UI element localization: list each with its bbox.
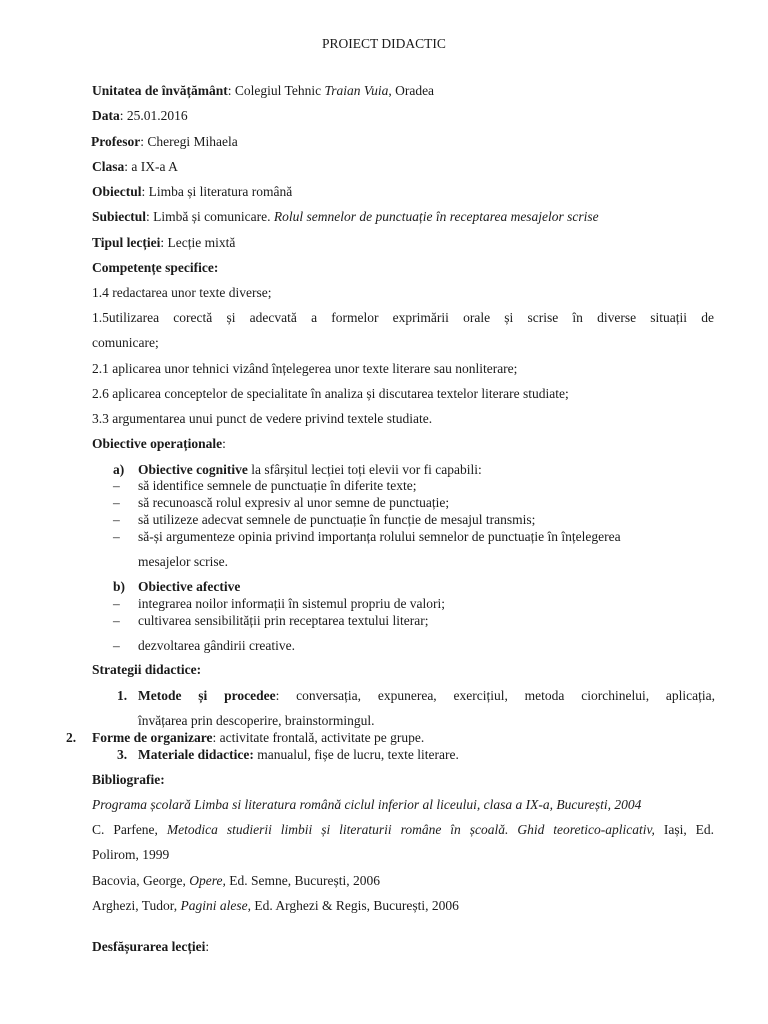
page-title: PROIECT DIDACTIC xyxy=(322,36,446,51)
organization-text: : activitate frontală, activitate pe grupe. xyxy=(212,730,425,745)
bibliography-entry-continuation: Polirom, 1999 xyxy=(92,847,170,862)
methods-label: Metode și procedee xyxy=(138,688,276,703)
school-line: Unitatea de învățământ: Colegiul Tehnic Traian Vuia, Oradea xyxy=(92,83,435,98)
materials-text: manualul, fișe de lucru, texte literare. xyxy=(253,747,459,762)
school-name-italic: Traian Vuia xyxy=(324,83,389,98)
affective-item: dezvoltarea gândirii creative. xyxy=(138,638,296,653)
cognitive-marker: a) xyxy=(113,462,125,477)
date-line: Data: 25.01.2016 xyxy=(92,108,188,123)
dash-marker: – xyxy=(113,512,120,527)
teacher-value: Cheregi Mihaela xyxy=(147,134,238,149)
class-line: Clasa: a IX-a A xyxy=(92,159,178,174)
organization-number: 2. xyxy=(66,730,77,745)
object-value: Limba și literatura română xyxy=(148,184,293,199)
affective-marker: b) xyxy=(113,579,126,594)
school-value: Colegiul Tehnic xyxy=(234,83,322,98)
competence-item: 1.4 redactarea unor texte diverse; xyxy=(92,285,272,300)
bibliography-entry: Bacovia, George, Opere, Ed. Semne, București, 2006 xyxy=(92,873,380,888)
competence-item-continuation: comunicare; xyxy=(92,335,159,350)
cognitive-line xyxy=(138,462,482,478)
affective-item: integrarea noilor informații în sistemul propriu de valori; xyxy=(138,596,446,611)
bibliography-entry: Programa școlară Limba si literatura română ciclul inferior al liceului, clasa a IX-a, București, 2004 xyxy=(92,797,642,812)
methods-line xyxy=(138,688,715,704)
cognitive-item: să-și argumenteze opinia privind importanța rolului semnelor de punctuație în înțelegerea xyxy=(138,529,621,544)
dash-marker: – xyxy=(113,495,120,510)
lesson-type-line: Tipul lecției: Lecție mixtă xyxy=(92,235,236,250)
class-value: a IX-a A xyxy=(131,159,178,174)
dash-marker: – xyxy=(113,596,120,611)
strategies-heading: Strategii didactice: xyxy=(92,662,202,677)
school-city: , Oradea xyxy=(388,83,435,98)
affective-item: cultivarea sensibilității prin receptarea textului literar; xyxy=(138,613,429,628)
bibliography-heading: Bibliografie: xyxy=(92,772,165,787)
school-label: Unitatea de învățământ xyxy=(92,83,228,98)
materials-line xyxy=(138,747,459,763)
competence-item: 2.6 aplicarea conceptelor de specialitate în analiza și discutarea textelor literare studiate; xyxy=(92,386,569,401)
lesson-flow-heading: Desfășurarea lecției: xyxy=(92,939,210,954)
dash-marker: – xyxy=(113,638,120,653)
affective-label: Obiective afective xyxy=(138,579,241,594)
competences-heading: Competențe specifice: xyxy=(92,260,219,275)
class-label: Clasa xyxy=(92,159,125,174)
lesson-type-label: Tipul lecției xyxy=(92,235,161,250)
cognitive-item: să utilizeze adecvat semnele de punctuație în funcție de mesajul transmis; xyxy=(138,512,536,527)
materials-number: 3. xyxy=(117,747,128,762)
competence-item: 3.3 argumentarea unui punct de vedere privind textele studiate. xyxy=(92,411,433,426)
cognitive-intro: la sfârșitul lecției toți elevii vor fi capabili: xyxy=(251,462,482,477)
cognitive-item-continuation: mesajelor scrise. xyxy=(138,554,228,569)
date-value: 25.01.2016 xyxy=(126,108,188,123)
materials-label: Materiale didactice: xyxy=(138,747,254,762)
teacher-line: Profesor: Cheregi Mihaela xyxy=(91,134,238,149)
cognitive-item: să identifice semnele de punctuație în diferite texte; xyxy=(138,478,417,493)
organization-line xyxy=(92,730,424,746)
subject-value: Limbă și comunicare. xyxy=(153,209,271,224)
subject-label: Subiectul xyxy=(92,209,147,224)
lesson-type-value: Lecție mixtă xyxy=(167,235,236,250)
methods-number: 1. xyxy=(117,688,128,703)
competence-item: 1.5utilizarea corectă și adecvată a formelor exprimării orale și scrise în diverse situații de xyxy=(92,310,714,325)
date-label: Data xyxy=(92,108,120,123)
bibliography-entry: C. Parfene, Metodica studierii limbii și literaturii române în școală. Ghid teoretico-aplicativ, Iași, Ed. xyxy=(92,822,715,837)
subject-title: Rolul semnelor de punctuație în receptarea mesajelor scrise xyxy=(273,209,599,224)
objectives-heading: Obiective operaționale: xyxy=(92,436,226,451)
dash-marker: – xyxy=(113,613,120,628)
dash-marker: – xyxy=(113,478,120,493)
methods-continuation: învățarea prin descoperire, brainstormingul. xyxy=(138,713,375,728)
dash-marker: – xyxy=(113,529,120,544)
subject-line: Subiectul: Limbă și comunicare. Rolul semnelor de punctuație în receptarea mesajelor scrise xyxy=(92,209,599,224)
object-line: Obiectul: Limba și literatura română xyxy=(92,184,293,199)
object-label: Obiectul xyxy=(92,184,142,199)
organization-label: Forme de organizare xyxy=(92,730,213,745)
bibliography-entry: Arghezi, Tudor, Pagini alese, Ed. Arghezi & Regis, București, 2006 xyxy=(92,898,459,913)
cognitive-item: să recunoască rolul expresiv al unor semne de punctuație; xyxy=(138,495,450,510)
cognitive-label: Obiective cognitive xyxy=(138,462,248,477)
competence-item: 2.1 aplicarea unor tehnici vizând înțelegerea unor texte literare sau nonliterare; xyxy=(92,361,518,376)
methods-text: : conversația, expunerea, exercițiul, metoda ciorchinelui, aplicația, xyxy=(275,688,715,703)
teacher-label: Profesor xyxy=(91,134,141,149)
